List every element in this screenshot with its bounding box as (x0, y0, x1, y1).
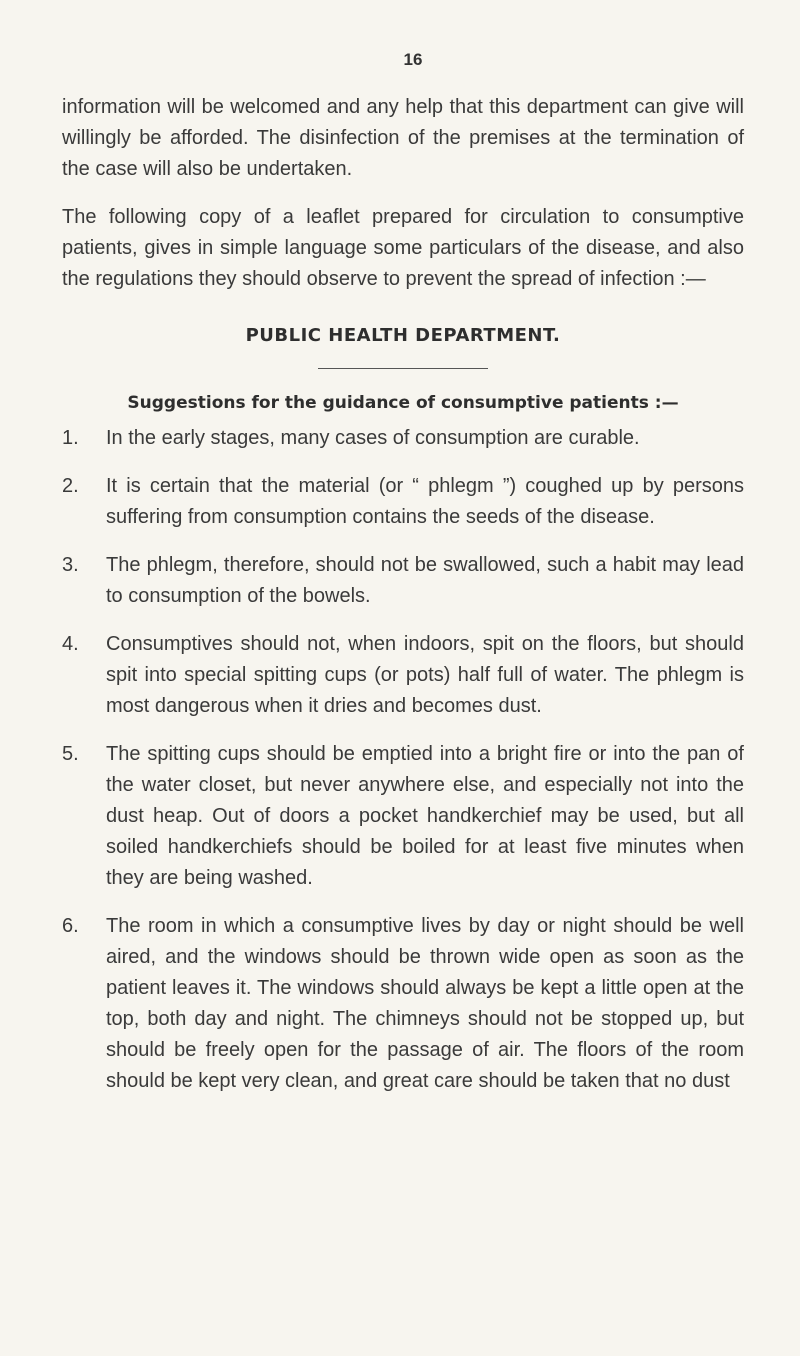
department-heading: PUBLIC HEALTH DEPARTMENT. (245, 325, 561, 346)
list-item-number: 5. (62, 743, 79, 765)
leaflet-intro-paragraph: The following copy of a leaflet prepared for circulation to consumptive patients, gives in simple language some particulars of the disease, and also the regulations they should observe to prevent the spread of infection :— (62, 206, 744, 290)
list-item-number: 1. (62, 427, 79, 449)
intro-paragraph: information will be welcomed and any help that this department can give will willingly be afforded. The disinfection of the premises at the termination of the case will also be undertaken. (62, 96, 744, 180)
list-item-text: The room in which a consumptive lives by day or night should be well aired, and the windows should be thrown wide open as soon as the patient leaves it. The windows should always be kept a little open at the top, both day and night. The chimneys should not be stopped up, but should be freely open for the passage of air. The floors of the room should be kept very clean, and great care should be taken that no dust (106, 915, 744, 1092)
list-item-number: 3. (62, 554, 79, 576)
list-item (62, 471, 744, 533)
list-item-number: 6. (62, 915, 79, 937)
suggestions-subheading: Suggestions for the guidance of consumptive patients :— (127, 393, 679, 413)
list-item-number: 2. (62, 475, 79, 497)
heading-divider (318, 368, 488, 369)
list-item (62, 423, 744, 454)
list-item (62, 550, 744, 612)
list-item (62, 629, 744, 722)
document-page (62, 50, 744, 1114)
list-item-text: It is certain that the material (or “ phlegm ”) coughed up by persons suffering from consumption contains the seeds of the disease. (106, 475, 744, 528)
suggestions-list (62, 423, 744, 1097)
list-item-text: The spitting cups should be emptied into a bright fire or into the pan of the water closet, but never anywhere else, and especially not into the dust heap. Out of doors a pocket handkerchief may be used, but all soiled handkerchiefs should be boiled for at least five minutes when they are being washed. (106, 743, 744, 889)
page-number: 16 (403, 50, 423, 69)
list-item (62, 911, 744, 1097)
list-item-text: Consumptives should not, when indoors, spit on the floors, but should spit into special spitting cups (or pots) half full of water. The phlegm is most dangerous when it dries and becomes dust. (106, 633, 744, 717)
list-item-text: In the early stages, many cases of consumption are curable. (106, 427, 640, 449)
list-item (62, 739, 744, 894)
list-item-text: The phlegm, therefore, should not be swallowed, such a habit may lead to consumption of the bowels. (106, 554, 744, 607)
list-item-number: 4. (62, 633, 79, 655)
